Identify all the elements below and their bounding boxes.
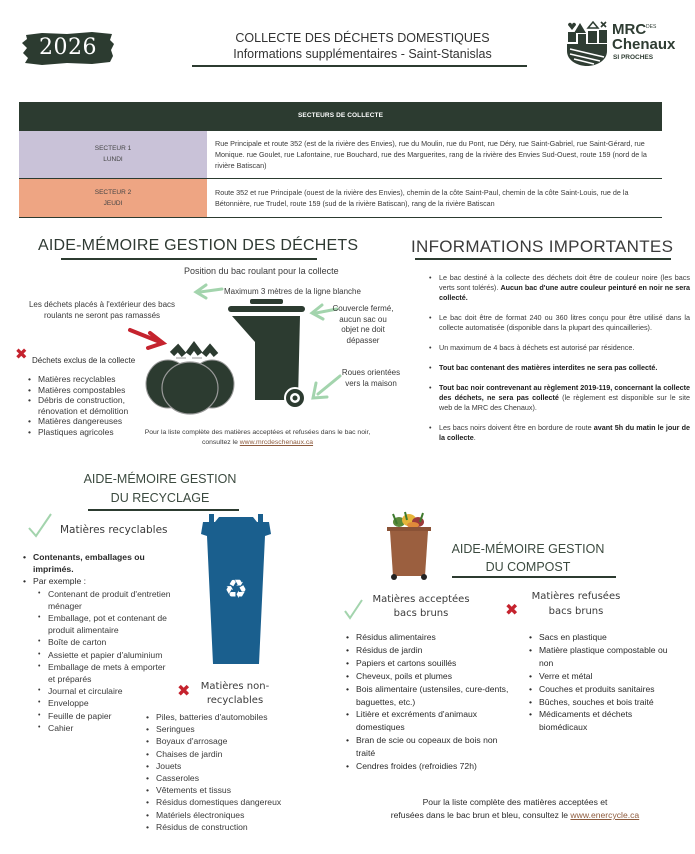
info-text-bold: Tout bac noir contrevenant au règlement 2019-119, concernant la collecte des déchets, ne sera pas collecté: [439, 383, 690, 402]
recyclable-title: Matières recyclables: [60, 524, 168, 536]
list-item: • Seringues: [145, 723, 281, 735]
recyclable-list: [22, 551, 172, 734]
list-item: • Piles, batteries d'automobiles: [145, 711, 281, 723]
non-recyclable-list: [145, 711, 281, 833]
sector-cell: [19, 178, 207, 217]
title-line-2: Informations supplémentaires - Saint-Stanislas: [233, 47, 492, 61]
logo-text-mrc: MRC: [612, 21, 647, 38]
sector-cell: [19, 130, 207, 178]
list-item: • Litière et excréments d'animaux domestiques: [345, 708, 515, 734]
recycling-title-underline: [88, 509, 239, 511]
sector-day: LUNDI: [103, 156, 123, 163]
list-item: • Cheveux, poils et plumes: [345, 670, 515, 683]
recycle-icon: [224, 575, 247, 605]
red-arrow-icon: [130, 330, 163, 348]
sectors-table: [19, 102, 662, 218]
list-item: • Feuille de papier: [37, 710, 172, 722]
logo-text-des: DES: [646, 24, 657, 30]
bin-position-title: Position du bac roulant pour la collecte: [184, 266, 339, 276]
max-distance-label: Maximum 3 mètres de la ligne blanche: [224, 287, 361, 296]
sector-streets: Route 352 et rue Principale (ouest de la rivière des Envies), chemin de la côte Saint-Paul, chemin de la côte Saint-Louis, rue de la Bétonnière, rue Trudel, route 159 (sud de la rivière Batiscan), rang de la rivière Batiscan: [207, 178, 662, 217]
list-item: • Matières recyclables: [27, 374, 139, 385]
mrc-website-link[interactable]: www.mrcdeschenaux.ca: [239, 439, 314, 446]
list-item: • Résidus domestiques dangereux: [145, 796, 281, 808]
list-item: • Casseroles: [145, 772, 281, 784]
list-item: • Vêtements et tissus: [145, 784, 281, 796]
recycling-title-line-2: DU RECYCLAGE: [110, 491, 210, 505]
compost-refused-title: Matières refusées bacs bruns: [531, 591, 621, 617]
list-item: • Chaises de jardin: [145, 748, 281, 760]
mrc-logo: [566, 21, 686, 67]
garbage-bags-icon: [146, 346, 234, 414]
lid-note: Couvercle fermé, aucun sac ou objet ne doit dépasser: [332, 304, 394, 345]
list-item: • Couches et produits sanitaires: [528, 683, 678, 696]
list-item: [428, 273, 690, 303]
list-item: [428, 423, 690, 443]
list-item: • Médicaments et déchets biomédicaux: [528, 708, 678, 734]
compost-refused-list: [528, 631, 678, 734]
wheels-note: Roues orientées vers la maison: [341, 368, 401, 388]
mrc-crest-icon: [566, 21, 608, 67]
compost-section-title: [438, 540, 618, 576]
list-item: • Boyaux d'arrosage: [145, 735, 281, 747]
compost-note: [340, 796, 690, 822]
list-item: • Papiers et cartons souillés: [345, 657, 515, 670]
list-item: • Jouets: [145, 760, 281, 772]
list-item: • Bran de scie ou copeaux de bois non traité: [345, 734, 515, 760]
black-bin-note: [135, 428, 380, 448]
info-text: Un maximum de 4 bacs à déchets est autorisé par résidence.: [439, 343, 635, 352]
excluded-waste-list: [27, 374, 139, 438]
example-label: Par exemple :: [33, 576, 87, 587]
year-badge: [22, 30, 114, 66]
brown-compost-bin-icon: [385, 510, 433, 582]
list-item: • Boîte de carton: [37, 636, 172, 648]
list-item: • Contenants, emballages ou imprimés.: [22, 551, 172, 575]
info-text: .: [473, 433, 476, 442]
compost-title-line-1: AIDE-MÉMOIRE GESTION: [451, 542, 605, 556]
info-text-bold: Aucun bac d'une autre couleur peinturé en noir ne sera collecté.: [439, 283, 690, 302]
sector-day: JEUDI: [103, 199, 123, 207]
arrow-down-left-icon: [313, 376, 340, 398]
list-item: • Cendres froides (refroidies 72h): [345, 760, 515, 773]
compost-accepted-list: [345, 631, 515, 773]
logo-text-chenaux: Chenaux: [612, 36, 676, 53]
logo-tagline: SI PROCHES: [613, 54, 654, 61]
list-item: • Matières compostables: [27, 385, 139, 396]
info-text: Les bacs noirs doivent être en bordure de route: [439, 423, 594, 432]
table-row: [19, 178, 662, 217]
list-item: • Sacs en plastique: [528, 631, 678, 644]
info-text: (le règlement est disponible sur le site web de la MRC des Chenaux).: [439, 393, 690, 412]
important-info-list: [428, 273, 690, 453]
title-line-1: COLLECTE DES DÉCHETS DOMESTIQUES: [235, 31, 490, 45]
info-text-bold: avant 5h du matin le jour de la collecte: [439, 423, 690, 442]
list-item: • Plastiques agricoles: [27, 427, 139, 438]
info-text: Le bac doit être de format 240 ou 360 litres conçu pour être utilisé dans la collecte automatisée (disponible dans la plupart des quincailleries).: [439, 313, 690, 332]
list-item: • Débris de construction, rénovation et démolition: [27, 395, 139, 416]
recycling-title-line-1: AIDE-MÉMOIRE GESTION: [83, 472, 237, 486]
list-item: [428, 313, 690, 333]
compost-accepted-title: Matières acceptées bacs bruns: [372, 594, 470, 619]
x-mark-icon: ✖: [177, 681, 191, 700]
compost-title-underline: [452, 576, 616, 578]
list-item: • Verre et métal: [528, 670, 678, 683]
non-recyclable-title: Matières non-recyclables: [200, 681, 270, 706]
list-item: • Journal et circulaire: [37, 685, 172, 697]
list-item: • Résidus alimentaires: [345, 631, 515, 644]
info-text-bold: Tout bac contenant des matières interdites ne sera pas collecté.: [439, 363, 658, 372]
list-item: • Emballage de mets à emporter et préparés: [37, 661, 172, 685]
list-item: • Enveloppe: [37, 697, 172, 709]
waste-section-title: AIDE-MÉMOIRE GESTION DES DÉCHETS: [38, 237, 359, 254]
title-underline: [192, 65, 527, 67]
waste-title-underline: [61, 258, 317, 260]
svg-text:♻: ♻: [224, 575, 248, 605]
x-mark-icon: ✖: [15, 345, 28, 363]
excluded-waste-title: Déchets exclus de la collecte: [32, 356, 136, 365]
compost-note-line-2: refusées dans le bac brun et bleu, consultez le: [390, 810, 569, 820]
sectors-table-header: SECTEURS DE COLLECTE: [19, 102, 662, 130]
list-item: • Matières dangereuses: [27, 416, 139, 427]
compost-title-line-2: DU COMPOST: [485, 560, 571, 574]
sector-name: SECTEUR 1: [94, 145, 132, 152]
list-item: [428, 383, 690, 413]
arrow-left-icon: [196, 285, 222, 298]
list-item: • Bois alimentaire (ustensiles, cure-dents, baguettes, etc.): [345, 683, 515, 709]
list-item: [428, 343, 690, 353]
black-bin-note-text: Pour la liste complète des matières acceptées et refusées dans le bac noir, consultez le: [144, 429, 371, 446]
list-item: • Résidus de jardin: [345, 644, 515, 657]
black-bin-icon: [228, 299, 305, 408]
recycling-section-title: [60, 470, 260, 508]
list-item: • Assiette et papier d'aluminium: [37, 649, 172, 661]
important-info-title: INFORMATIONS IMPORTANTES: [411, 237, 674, 256]
list-item: [428, 363, 690, 373]
list-item: • Emballage, pot et contenant de produit alimentaire: [37, 612, 172, 636]
year-label: 2026: [39, 35, 97, 60]
compost-note-line-1: Pour la liste complète des matières acceptées et: [422, 797, 608, 807]
list-item: • Résidus de construction: [145, 821, 281, 833]
table-row: [19, 130, 662, 178]
list-item: • Cahier: [37, 722, 172, 734]
blue-recycling-bin-icon: [197, 514, 275, 666]
vegetables-icon: [393, 512, 424, 528]
checkmark-icon: [27, 512, 53, 538]
info-text: Le bac destiné à la collecte des déchets doit être de couleur noire (les bacs verts sont tolérés).: [439, 273, 690, 292]
list-item: • Matière plastique compostable ou non: [528, 644, 678, 670]
page-title: [190, 30, 535, 62]
x-mark-icon: ✖: [505, 600, 519, 619]
info-title-underline: [415, 258, 671, 260]
list-item: • Contenant de produit d'entretien ménager: [37, 588, 172, 612]
outside-bags-note: Les déchets placés à l'extérieur des bacs roulants ne seront pas ramassés: [28, 300, 176, 320]
enercycle-website-link[interactable]: www.enercycle.ca: [570, 810, 640, 820]
checkmark-icon: [343, 598, 363, 620]
list-item: • Matériels électroniques: [145, 809, 281, 821]
sector-name: SECTEUR 2: [94, 188, 132, 196]
list-item: • Bûches, souches et bois traité: [528, 696, 678, 709]
sector-streets: Rue Principale et route 352 (est de la rivière des Envies), rue du Moulin, rue du Pont, rue Déry, rue Saint-Gabriel, rue Saint-Gérard, rue Monique. rue Goulet, rue Lafontaine, rue Bouchard, rue des Marguerites, rang de la rivière des Envies Sud-Ouest, route 159 (nord de la rivière Batiscan): [207, 130, 662, 178]
